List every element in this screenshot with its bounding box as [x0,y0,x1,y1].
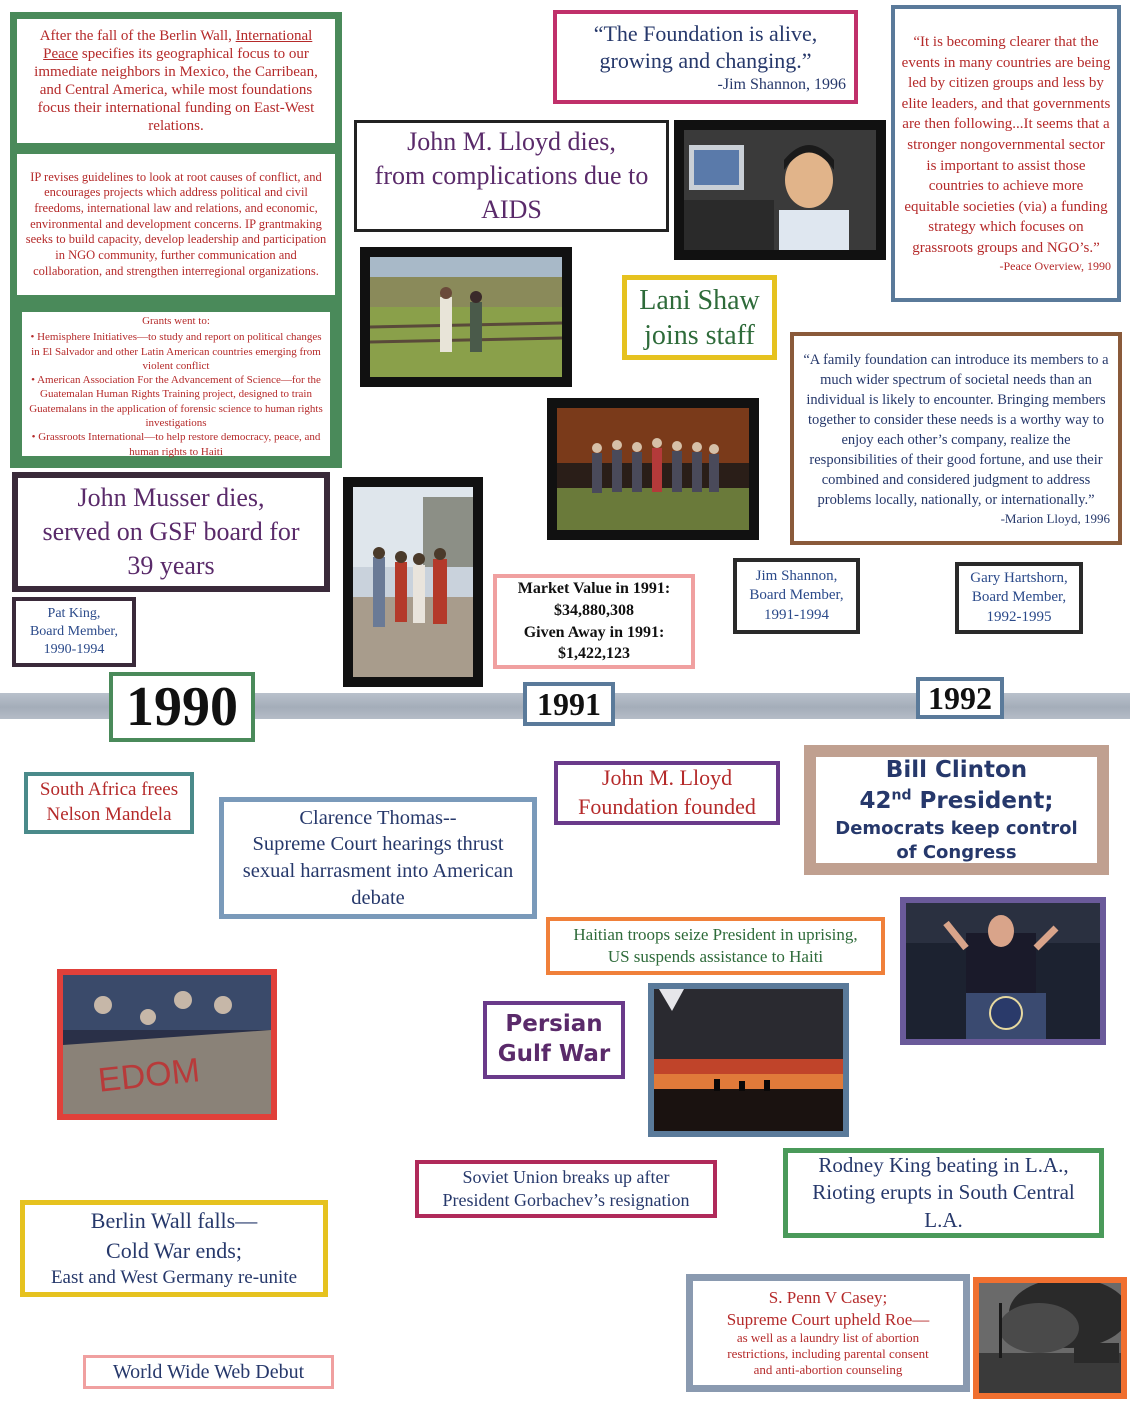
rodney-king-box [783,1148,1104,1238]
clinton-name: Bill Clinton [885,756,1028,783]
pat-king-years: 1990-1994 [43,642,105,658]
thomas-line-3: sexual harrasment into American [242,860,514,882]
mandela-box [24,772,194,834]
grant-item: • American Association For the Advancement of Science—for the Guatemalan Human Rights Training project, designed to train Guatemalans in the application of forensic science to human rights investigations [29,374,323,430]
thomas-line-2: Supreme Court hearings thrust [252,833,504,856]
rodney-king-line-2: Rioting erupts in South Central [812,1180,1075,1205]
shannon-quote-line-1: “The Foundation is alive, [593,20,818,46]
gary-hartshorn-box [955,562,1083,634]
gulf-war-line-2: Gulf War [497,1041,611,1067]
haiti-box [546,917,885,975]
photo-clinton-inauguration [900,897,1106,1045]
ip-focus-box [10,12,342,150]
jim-shannon-box [733,558,860,634]
clinton-title: 42nd President; [859,787,1054,814]
gulf-war-line-1: Persian [505,1011,603,1038]
mandela-line-1: South Africa frees [39,779,179,801]
market-value-box [493,574,695,669]
casey-box [686,1274,970,1392]
lloyd-dies-line-2: from complications due to [374,161,649,191]
given-away-amount: $1,422,123 [558,645,630,663]
gary-hartshorn-role: Board Member, [971,589,1067,606]
svg-text:EDOM: EDOM [96,1051,202,1100]
lloyd-dies-line-1: John M. Lloyd dies, [407,127,616,157]
clinton-congress-line-2: of Congress [896,842,1017,864]
peace-overview-quote-text: “It is becoming clearer that the events in many countries are being led by citizen groups and less by elite leaders, and that governments are then following...It seems that a stronger nongovernmental sector is important to assist those countries to achieve more equitable societies (via) a funding strategy which focuses on grassroots groups and NGO’s.” [901,34,1111,256]
year-1992-marker: 1992 [916,677,1004,719]
haiti-line-1: Haitian troops seize President in uprising, [573,924,858,944]
photo-berlin-wall [57,969,277,1120]
casey-line-5: and anti-abortion counseling [753,1362,903,1378]
rodney-king-line-3: L.A. [924,1207,963,1232]
berlin-line-2: Cold War ends; [106,1237,242,1263]
lani-shaw-line-1: Lani Shaw [639,284,760,316]
market-value-amount: $34,880,308 [554,601,634,619]
lloyd-dies-box [354,120,669,232]
musser-line-3: 39 years [127,550,215,580]
marion-lloyd-attribution: -Marion Lloyd, 1996 [1000,510,1110,526]
ip-guidelines-box [10,150,342,302]
photo-family-group [547,398,759,540]
jim-shannon-role: Board Member, [749,587,844,604]
jim-shannon-name: Jim Shannon, [755,567,838,584]
www-debut-text: World Wide Web Debut [112,1361,305,1383]
shannon-quote-line-2: growing and changing.” [599,48,812,73]
lani-shaw-line-2: joins staff [644,319,755,351]
musser-box [12,472,330,592]
casey-line-1: S. Penn V Casey; [768,1288,888,1308]
lani-shaw-box [622,275,777,360]
year-1990-marker: 1990 [109,672,255,742]
grants-heading: Grants went to: [142,315,210,327]
soviet-line-2: President Gorbachev’s resignation [442,1190,690,1210]
pat-king-box [12,597,136,667]
soviet-box [415,1160,717,1218]
year-1991-marker: 1991 [523,682,615,726]
given-away-label: Given Away in 1991: [523,623,665,641]
jim-shannon-years: 1991-1994 [764,606,829,623]
ip-guidelines-text: IP revises guidelines to look at root causes of conflict, and encourages projects which address political and civil freedoms, international law and relations, and economic, environmental and development concerns. IP grantmaking seeks to build capacity, develop leadership and participation in NGO community, further communication and collaboration, and strengthen interregional organizations. [25,169,327,278]
rodney-king-line-1: Rodney King beating in L.A., [818,1153,1069,1178]
lloyd-foundation-line-1: John M. Lloyd [601,765,733,791]
casey-line-2: Supreme Court upheld Roe— [726,1309,930,1329]
gary-hartshorn-name: Gary Hartshorn, [970,569,1068,586]
photo-fence-couple [360,247,572,387]
ip-focus-text: After the fall of the Berlin Wall, International Peace specifies its geographical focus to our immediate neighbors in Mexico, the Carribean, and Central America, while most foundations focus their international funding on East-West relations. [34,28,318,134]
lloyd-foundation-line-2: Foundation founded [578,794,756,819]
pat-king-name: Pat King, [47,605,101,621]
berlin-line-1: Berlin Wall falls— [90,1207,258,1233]
berlin-line-3: East and West Germany re-unite [50,1267,298,1289]
peace-overview-attribution: -Peace Overview, 1990 [999,259,1111,274]
photo-gulf-war-fires [648,983,849,1137]
casey-line-4: restrictions, including parental consent [727,1346,929,1362]
thomas-line-1: Clarence Thomas-- [299,806,457,829]
marion-lloyd-quote-box [790,332,1122,545]
shannon-quote-attribution: -Jim Shannon, 1996 [717,75,846,93]
www-debut-box [83,1355,334,1389]
haiti-line-2: US suspends assistance to Haiti [607,947,824,966]
musser-line-2: served on GSF board for [42,517,300,547]
gulf-war-box [483,1001,625,1079]
berlin-wall-box [20,1200,328,1297]
grant-item: • Grassroots International—to help restore democracy, peace, and human rights to Haiti [31,431,321,458]
market-value-label: Market Value in 1991: [517,580,671,598]
peace-overview-quote-box [891,5,1121,302]
mandela-line-2: Nelson Mandela [46,804,172,825]
clarence-thomas-box [219,797,537,919]
shannon-quote-box [553,10,858,104]
grants-box [10,300,342,468]
photo-women-boardwalk [343,477,483,687]
photo-la-riots [973,1277,1127,1399]
grant-item: • Hemisphere Initiatives—to study and report on political changes in El Salvador and other Latin American countries emerging from violent conflict [30,331,322,372]
pat-king-role: Board Member, [29,623,119,639]
clinton-congress-line-1: Democrats keep control [835,817,1078,839]
lloyd-foundation-box [554,761,780,825]
thomas-line-4: debate [351,886,405,909]
musser-line-1: John Musser dies, [77,483,265,513]
international-peace-link[interactable]: International Peace [43,28,313,62]
casey-line-3: as well as a laundry list of abortion [736,1329,920,1345]
gary-hartshorn-years: 1992-1995 [986,608,1052,625]
lloyd-dies-line-3: AIDS [481,194,542,224]
soviet-line-1: Soviet Union breaks up after [462,1166,670,1187]
clinton-box [804,745,1109,875]
grants-list [26,330,326,459]
marion-lloyd-quote-text: “A family foundation can introduce its members to a much wider spectrum of societal needs than an individual is likely to encounter. Bringing members together to consider these needs is a worthy way to enjoy each other’s company, realize the responsibilities of their good fortune, and use their combined and considered judgment to address problems locally, nationally, or internationally.” [803,351,1109,508]
photo-lani-shaw [674,120,886,260]
